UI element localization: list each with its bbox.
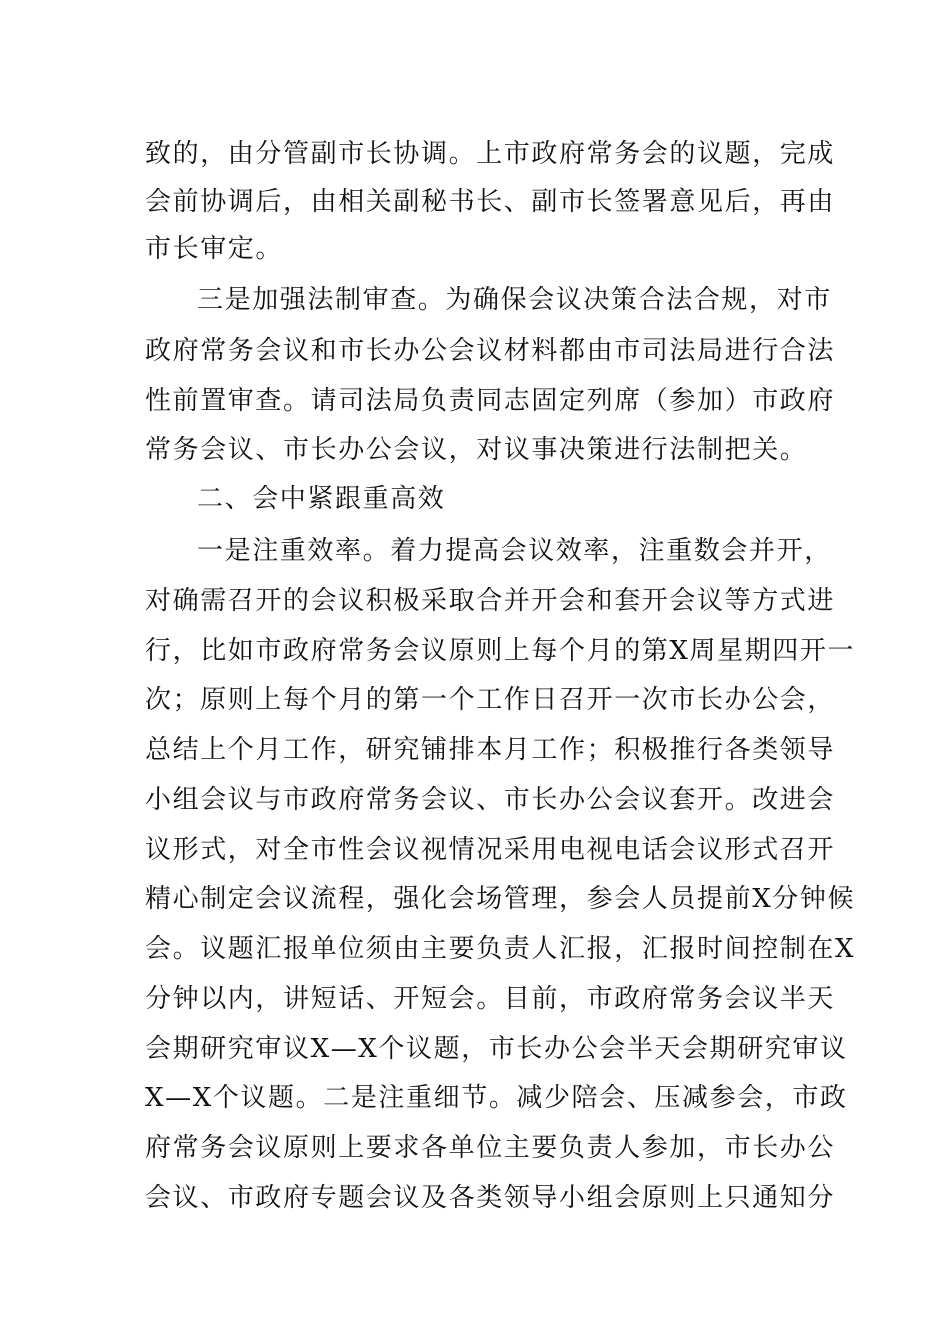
text-line: 对确需召开的会议积极采取合并开会和套开会议等方式进 bbox=[145, 586, 836, 616]
text-line: 次；原则上每个月的第一个工作日召开一次市长办公会， bbox=[145, 685, 836, 715]
text-line: 政府常务会议和市长办公会议材料都由市司法局进行合法 bbox=[145, 336, 836, 366]
text-line: 会前协调后，由相关副秘书长、副市长签署意见后，再由 bbox=[145, 187, 836, 217]
paragraph-start-line: 三是加强法制审查。为确保会议决策合法合规，对市 bbox=[197, 285, 832, 315]
text-line: 会期研究审议X—X个议题，市长办公会半天会期研究审议 bbox=[145, 1034, 848, 1064]
text-line: 常务会议、市长办公会议，对议事决策进行法制把关。 bbox=[145, 435, 808, 465]
text-line: 小组会议与市政府常务会议、市长办公会议套开。改进会 bbox=[145, 785, 836, 815]
text-line: 会议、市政府专题会议及各类领导小组会原则上只通知分 bbox=[145, 1183, 836, 1213]
text-line: 议形式，对全市性会议视情况采用电视电话会议形式召开 bbox=[145, 835, 836, 865]
text-line: 致的，由分管副市长协调。上市政府常务会的议题，完成 bbox=[145, 139, 836, 169]
text-line: X—X个议题。二是注重细节。减少陪会、压减参会，市政 bbox=[145, 1083, 848, 1113]
text-line: 精心制定会议流程，强化会场管理，参会人员提前X分钟候 bbox=[145, 884, 856, 914]
text-line: 行，比如市政府常务会议原则上每个月的第X周星期四开一 bbox=[145, 636, 856, 666]
text-line: 府常务会议原则上要求各单位主要负责人参加，市长办公 bbox=[145, 1133, 836, 1163]
text-line: 总结上个月工作，研究铺排本月工作；积极推行各类领导 bbox=[145, 735, 836, 765]
text-line: 会。议题汇报单位须由主要负责人汇报，汇报时间控制在X bbox=[145, 934, 856, 964]
paragraph-start-line: 一是注重效率。着力提高会议效率，注重数会并开， bbox=[197, 536, 832, 566]
text-line: 市长审定。 bbox=[145, 234, 284, 264]
section-heading: 二、会中紧跟重高效 bbox=[197, 484, 446, 514]
text-line: 分钟以内，讲短话、开短会。目前，市政府常务会议半天 bbox=[145, 984, 836, 1014]
text-line: 性前置审查。请司法局负责同志固定列席（参加）市政府 bbox=[145, 386, 836, 416]
